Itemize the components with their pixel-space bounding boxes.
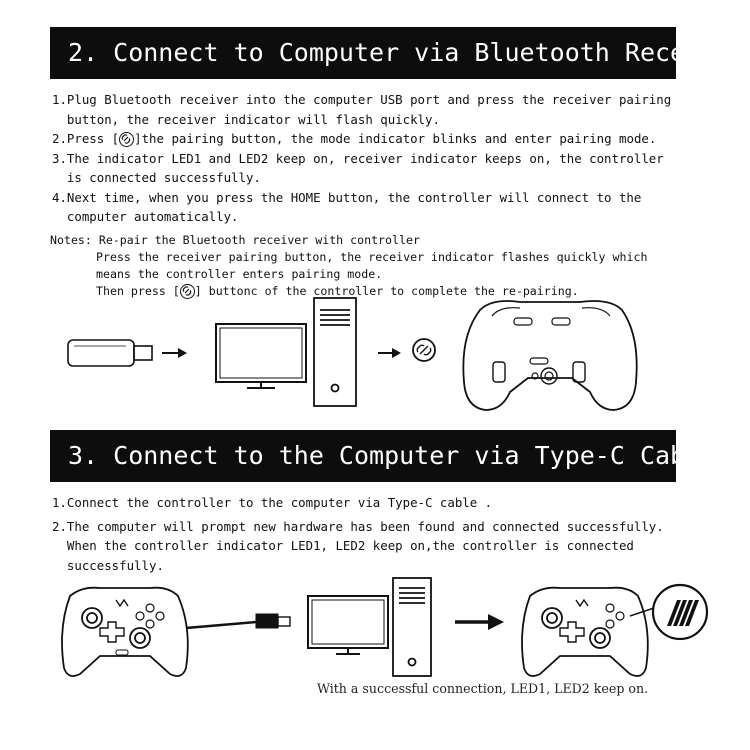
list-item: 2. The computer will prompt new hardware has been found and connected successfully. When the controller indicator LED1, LED2 keep on,the controller is connected successfully. [52,518,664,573]
pc-tower-icon [393,578,431,676]
section3-title: 3. Connect to the Computer via Type-C Cable [50,430,676,482]
gamepad-icon [463,301,636,410]
led-indicator-icon [630,585,707,639]
list-item: 2. Press [ ]the pairing button, the mode indicator blinks and enter pairing mode. [52,131,657,146]
connection-caption: With a successful connection, LED1, LED2 keep on. [317,681,649,696]
arrow-right-icon [162,348,187,358]
type-c-cable-icon [186,614,290,628]
pairing-icon [413,339,435,361]
monitor-icon [216,324,306,388]
section2-steps [52,90,682,227]
notes: Notes: Re-pair the Bluetooth receiver with controller Press the receiver pairing button, the receiver indicator flashes quickly which means the controller enters pairing mode. Then press [ ] buttonc of the controller to complete the re-pairing. [50,233,648,298]
list-item: 1. Plug Bluetooth receiver into the computer USB port and press the receiver pairing button, the receiver indicator will flash quickly. [52,92,672,127]
gamepad-icon [522,588,648,676]
list-item: 4. Next time, when you press the HOME button, the controller will connect to the computer automatically. [52,189,642,224]
list-item: 1. Connect the controller to the computer via Type-C cable . [52,495,493,510]
section3-steps [52,493,682,575]
arrow-right-icon [455,614,504,630]
type-c-illustration [0,578,750,680]
list-item: 3. The indicator LED1 and LED2 keep on, receiver indicator keeps on, the controller is connected successfully. [52,150,664,185]
bluetooth-pairing-illustration [0,296,750,424]
pairing-icon [119,132,134,147]
gamepad-icon [62,588,188,676]
section2-title: 2. Connect to Computer via Bluetooth Receiver [50,27,676,79]
arrow-right-icon [378,348,401,358]
pc-tower-icon [314,298,356,406]
usb-receiver-icon [68,340,152,366]
monitor-icon [308,596,388,654]
